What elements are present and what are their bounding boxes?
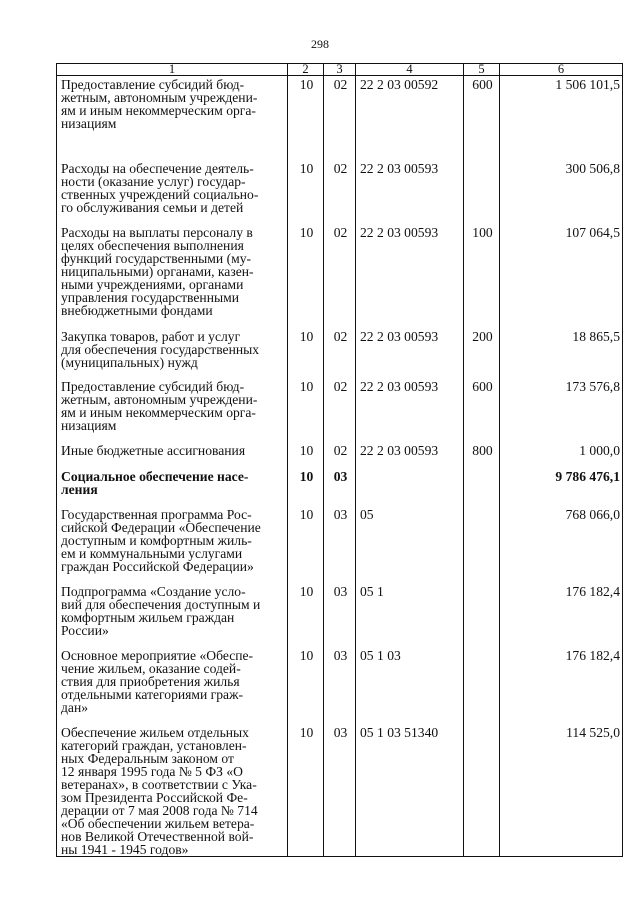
header-col-6: 6	[500, 64, 623, 76]
subsection-code: 03	[324, 643, 356, 720]
header-col-3: 3	[324, 64, 356, 76]
table-row	[57, 643, 623, 720]
amount: 18 865,5	[500, 324, 623, 374]
expense-type-code	[464, 579, 500, 643]
expense-type-code: 600	[464, 374, 500, 438]
item-name: Подпрограмма «Создание усло- вий для обеспечения доступным и комфортным жильем граждан России»	[57, 579, 288, 643]
amount: 173 576,8	[500, 374, 623, 438]
expense-type-code: 100	[464, 220, 500, 324]
target-article-code: 05 1	[356, 579, 464, 643]
item-name: Обеспечение жильем отдельных категорий граждан, установлен- ных Федеральным законом от 12 января 1995 года № 5 ФЗ «О ветеранах», в соответствии с Ука- зом Президента Российской Фе- дерации от 7 мая 2008 года № 714 «Об обеспечении жильем ветера- нов Великой Отечественной вой- ны 1941 - 1945 годов»	[57, 720, 288, 857]
table-row	[57, 438, 623, 464]
amount: 1 506 101,5	[500, 76, 623, 156]
table-row	[57, 156, 623, 220]
section-code: 10	[288, 374, 324, 438]
amount: 114 525,0	[500, 720, 623, 857]
table-row	[57, 324, 623, 374]
header-col-4: 4	[356, 64, 464, 76]
target-article-code: 22 2 03 00593	[356, 156, 464, 220]
table-row	[57, 464, 623, 502]
section-code: 10	[288, 502, 324, 579]
section-code: 10	[288, 438, 324, 464]
target-article-code: 22 2 03 00593	[356, 374, 464, 438]
section-code: 10	[288, 156, 324, 220]
item-name: Расходы на обеспечение деятель- ности (оказание услуг) государ- ственных учреждений социально- го обслуживания семьи и детей	[57, 156, 288, 220]
expense-type-code: 600	[464, 76, 500, 156]
budget-table	[56, 63, 623, 857]
subsection-code: 03	[324, 579, 356, 643]
subsection-code: 02	[324, 374, 356, 438]
subsection-code: 03	[324, 464, 356, 502]
target-article-code: 22 2 03 00593	[356, 220, 464, 324]
expense-type-code: 200	[464, 324, 500, 374]
table-row	[57, 720, 623, 857]
amount: 768 066,0	[500, 502, 623, 579]
table-row	[57, 220, 623, 324]
amount: 176 182,4	[500, 579, 623, 643]
page-number: 298	[311, 37, 329, 51]
subsection-code: 02	[324, 438, 356, 464]
target-article-code: 05 1 03	[356, 643, 464, 720]
section-code: 10	[288, 324, 324, 374]
header-col-1: 1	[57, 64, 288, 76]
amount: 9 786 476,1	[500, 464, 623, 502]
table-row	[57, 579, 623, 643]
expense-type-code	[464, 464, 500, 502]
header-col-5: 5	[464, 64, 500, 76]
subsection-code: 02	[324, 76, 356, 156]
subsection-code: 02	[324, 324, 356, 374]
table-row	[57, 374, 623, 438]
target-article-code: 05 1 03 51340	[356, 720, 464, 857]
section-code: 10	[288, 76, 324, 156]
table-row	[57, 76, 623, 156]
item-name: Социальное обеспечение насе- ления	[57, 464, 288, 502]
header-row	[57, 64, 623, 76]
target-article-code	[356, 464, 464, 502]
expense-type-code	[464, 502, 500, 579]
amount: 300 506,8	[500, 156, 623, 220]
subsection-code: 02	[324, 156, 356, 220]
target-article-code: 22 2 03 00593	[356, 324, 464, 374]
header-col-2: 2	[288, 64, 324, 76]
subsection-code: 03	[324, 720, 356, 857]
section-code: 10	[288, 579, 324, 643]
target-article-code: 05	[356, 502, 464, 579]
subsection-code: 03	[324, 502, 356, 579]
item-name: Основное мероприятие «Обеспе- чение жильем, оказание содей- ствия для приобретения жилья отдельными категориями граж- дан»	[57, 643, 288, 720]
table-row	[57, 502, 623, 579]
expense-type-code	[464, 156, 500, 220]
section-code: 10	[288, 220, 324, 324]
item-name: Закупка товаров, работ и услуг для обеспечения государственных (муниципальных) нужд	[57, 324, 288, 374]
item-name: Предоставление субсидий бюд- жетным, автономным учреждени- ям и иным некоммерческим орга- низациям	[57, 76, 288, 156]
amount: 107 064,5	[500, 220, 623, 324]
section-code: 10	[288, 720, 324, 857]
item-name: Предоставление субсидий бюд- жетным, автономным учреждени- ям и иным некоммерческим орга- низациям	[57, 374, 288, 438]
expense-type-code: 800	[464, 438, 500, 464]
item-name: Иные бюджетные ассигнования	[57, 438, 288, 464]
target-article-code: 22 2 03 00593	[356, 438, 464, 464]
item-name: Государственная программа Рос- сийской Федерации «Обеспечение доступным и комфортным жиль- ем и коммунальными услугами граждан Российской Федерации»	[57, 502, 288, 579]
section-code: 10	[288, 643, 324, 720]
target-article-code: 22 2 03 00592	[356, 76, 464, 156]
amount: 176 182,4	[500, 643, 623, 720]
item-name: Расходы на выплаты персоналу в целях обеспечения выполнения функций государственными (му- ниципальными) органами, казен- ными учреждениями, органами управления государственными внебюджетными фондами	[57, 220, 288, 324]
subsection-code: 02	[324, 220, 356, 324]
section-code: 10	[288, 464, 324, 502]
expense-type-code	[464, 643, 500, 720]
expense-type-code	[464, 720, 500, 857]
amount: 1 000,0	[500, 438, 623, 464]
